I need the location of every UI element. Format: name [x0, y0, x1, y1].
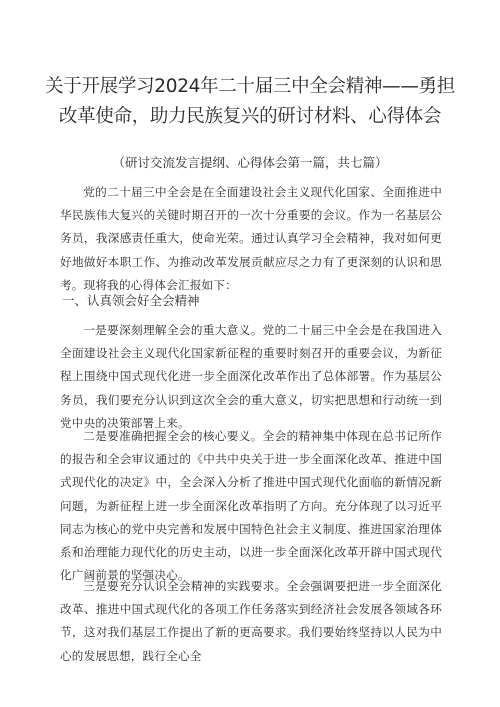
paragraph-3: 三是要充分认识全会精神的实践要求。全会强调要把进一步全面深化改革、推进中国式现代化的各项工作任务落实到经济社会发展各领域各环节，这对我们基层工作提出了新的更高要求。我们要始终坚持以人民为中心的发展思想，践行全心全 — [60, 579, 442, 663]
document-subtitle: （研讨交流发言提纲、心得体会第一篇，共七篇） — [112, 155, 388, 170]
section-heading: 一、认真领会好全会精神 — [62, 293, 200, 308]
paragraph-1: 一是要深刻理解全会的重大意义。党的二十届三中全会是在我国进入全面建设社会主义现代化国家新征程的重要时刻召开的重要会议，为新征程上围绕中国式现代化进一步全面深化改革作出了总体部署。作为基层公务员，我们要充分认识到这次全会的重大意义，切实把思想和行动统一到党中央的决策部署上来。 — [60, 323, 442, 430]
paragraph-2: 二是要准确把握全会的核心要义。全会的精神集中体现在总书记所作的报告和全会审议通过的《中共中央关于进一步全面深化改革、推进中国式现代化的决定》中，全会深入分析了推进中国式现代化面临的新情况新问题，为新征程上进一步全面深化改革指明了方向。充分体现了以习近平同志为核心的党中央完善和发展中国特色社会主义制度、推进国家治理体系和治理能力现代化的历史主动，以进一步全面深化改革开辟中国式现代化广阔前景的坚强决心。 — [60, 429, 442, 583]
intro-paragraph: 党的二十届三中全会是在全面建设社会主义现代化国家、全面推进中华民族伟大复兴的关键时期召开的一次十分重要的会议。作为一名基层公务员，我深感责任重大，使命光荣。通过认真学习全会精神，我对如何更好地做好本职工作、为推动改革发展贡献应尽之力有了更深刻的认识和思考。现将我的心得体会汇报如下： — [60, 185, 442, 292]
document-title: 关于开展学习2024年二十届三中全会精神——勇担改革使命，助力民族复兴的研讨材料、心得体会 — [45, 76, 455, 127]
